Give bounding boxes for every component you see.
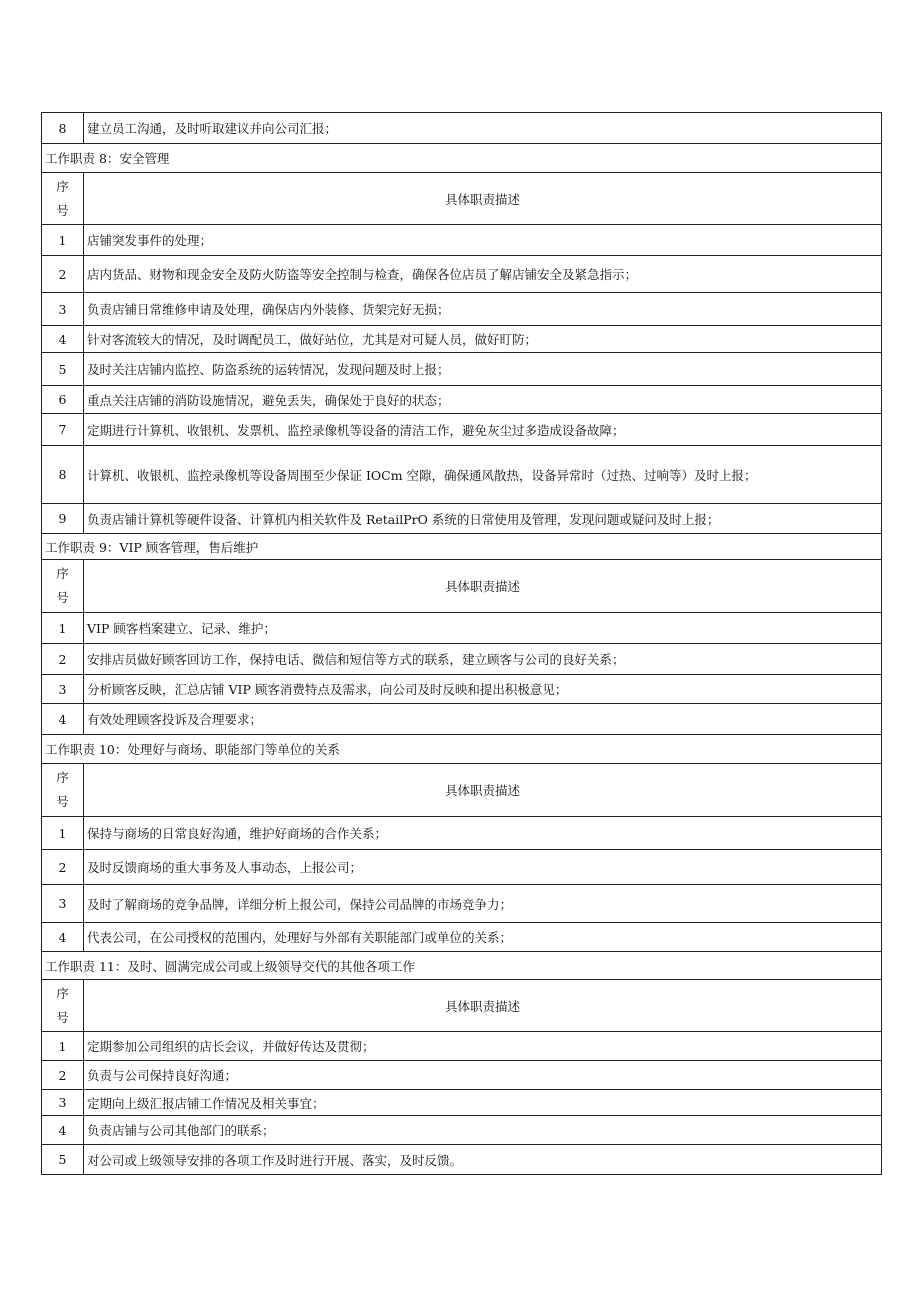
row-number: 5 (42, 353, 84, 385)
seq-header (42, 560, 84, 612)
table-row (41, 255, 882, 292)
row-number: 4 (42, 704, 84, 734)
seq-header-line2: 号 (56, 590, 69, 605)
table-row (41, 703, 882, 734)
table-header (41, 979, 882, 1031)
table-row (41, 674, 882, 703)
section-title: 工作职责 11：及时、圆满完成公司或上级领导交代的其他各项工作 (41, 951, 882, 979)
row-number: 2 (42, 644, 84, 674)
row-number: 5 (42, 1145, 84, 1174)
section-title: 工作职责 8：安全管理 (41, 143, 882, 172)
row-description: 保持与商场的日常良好沟通，维护好商场的合作关系； (87, 826, 388, 841)
row-number: 3 (42, 293, 84, 325)
desc-header: 具体职责描述 (444, 579, 520, 594)
table-row (41, 445, 882, 503)
row-number: 1 (42, 817, 84, 849)
section-title: 工作职责 10：处理好与商场、职能部门等单位的关系 (41, 734, 882, 763)
table-row (41, 612, 882, 643)
table-row (41, 849, 882, 884)
row-description: 安排店员做好顾客回访工作，保持电话、微信和短信等方式的联系，建立顾客与公司的良好关系； (87, 652, 625, 667)
table-row (41, 816, 882, 849)
table-row (41, 292, 882, 325)
table-row (41, 503, 882, 533)
row-description: 定期进行计算机、收银机、发票机、监控录像机等设备的清洁工作，避免灰尘过多造成设备故障； (87, 422, 625, 438)
row-description: 定期向上级汇报店铺工作情况及相关事宜； (87, 1095, 325, 1111)
table-row (41, 884, 882, 922)
table-row (41, 325, 882, 352)
table-row (41, 1144, 882, 1175)
table-row (41, 643, 882, 674)
table-header (41, 172, 882, 224)
seq-header-line1: 序 (56, 770, 69, 785)
row-description: 店铺突发事件的处理； (87, 233, 213, 248)
row-number: 1 (42, 1032, 84, 1060)
table-row (41, 112, 882, 143)
row-number: 1 (42, 225, 84, 255)
row-description: 重点关注店铺的消防设施情况，避免丢失，确保处于良好的状态； (87, 392, 450, 408)
row-description: 店内货品、财物和现金安全及防火防盗等安全控制与检查，确保各位店员了解店铺安全及紧急指示； (87, 267, 638, 282)
row-description: 负责店铺计算机等硬件设备、计算机内相关软件及 RetailPrO 系统的日常使用及管理，发现问题或疑问及时上报； (87, 511, 720, 527)
desc-header: 具体职责描述 (444, 998, 520, 1014)
row-number: 2 (42, 256, 84, 292)
row-number: 1 (42, 613, 84, 643)
seq-header-line1: 序 (56, 178, 69, 194)
seq-header-line2: 号 (56, 794, 69, 809)
row-description: 及时关注店铺内监控、防盗系统的运转情况，发现问题及时上报； (87, 362, 450, 377)
section-title: 工作职责 9：VIP 顾客管理，售后维护 (41, 533, 882, 559)
table-row (41, 1060, 882, 1089)
table-row (41, 385, 882, 413)
table-row (41, 352, 882, 385)
row-number: 8 (42, 113, 84, 143)
row-number: 4 (42, 923, 84, 951)
table-row (41, 224, 882, 255)
row-description: 及时了解商场的竞争品牌，详细分析上报公司，保持公司品牌的市场竞争力； (87, 896, 513, 912)
row-description: 负责店铺与公司其他部门的联系； (87, 1123, 275, 1138)
row-description: 针对客流较大的情况，及时调配员工，做好站位，尤其是对可疑人员，做好盯防； (87, 332, 538, 347)
row-description: 负责与公司保持良好沟通； (87, 1068, 238, 1083)
row-number: 3 (42, 885, 84, 922)
duty-table (41, 112, 882, 1175)
row-number: 9 (42, 504, 84, 533)
seq-header-line1: 序 (56, 566, 69, 581)
row-number: 8 (42, 446, 84, 503)
row-description: 定期参加公司组织的店长会议，并做好传达及贯彻； (87, 1039, 375, 1054)
row-description: 对公司或上级领导安排的各项工作及时进行开展、落实，及时反馈。 (87, 1152, 463, 1168)
row-number: 4 (42, 1116, 84, 1144)
row-description: 有效处理顾客投诉及合理要求； (87, 712, 263, 727)
row-description: 负责店铺日常维修申请及处理，确保店内外装修、货架完好无损； (87, 302, 450, 317)
row-description: 计算机、收银机、监控录像机等设备周围至少保证 IOCm 空隙，确保通风散热，设备异常时（过热、过响等）及时上报； (87, 467, 757, 483)
row-description: VIP 顾客档案建立、记录、维护； (87, 621, 276, 636)
table-header (41, 763, 882, 816)
seq-header-line2: 号 (56, 1009, 69, 1025)
seq-header (42, 980, 84, 1031)
row-number: 2 (42, 850, 84, 884)
row-number: 6 (42, 386, 84, 413)
seq-header-line1: 序 (56, 985, 69, 1001)
seq-header (42, 764, 84, 816)
seq-header-line2: 号 (56, 202, 69, 218)
table-row (41, 413, 882, 445)
desc-header: 具体职责描述 (444, 191, 520, 207)
seq-header (42, 173, 84, 224)
desc-header: 具体职责描述 (444, 783, 520, 798)
table-row (41, 1089, 882, 1115)
table-row (41, 922, 882, 951)
row-description: 建立员工沟通，及时听取建议并向公司汇报； (87, 121, 338, 136)
row-number: 7 (42, 414, 84, 445)
table-header (41, 559, 882, 612)
row-number: 3 (42, 675, 84, 703)
row-description: 分析顾客反映，汇总店铺 VIP 顾客消费特点及需求，向公司及时反映和提出积极意见； (87, 682, 568, 697)
table-row (41, 1031, 882, 1060)
row-number: 3 (42, 1090, 84, 1115)
row-number: 4 (42, 326, 84, 352)
table-row (41, 1115, 882, 1144)
row-number: 2 (42, 1061, 84, 1089)
row-description: 代表公司，在公司授权的范围内，处理好与外部有关职能部门或单位的关系； (87, 930, 513, 945)
row-description: 及时反馈商场的重大事务及人事动态，上报公司； (87, 860, 363, 875)
